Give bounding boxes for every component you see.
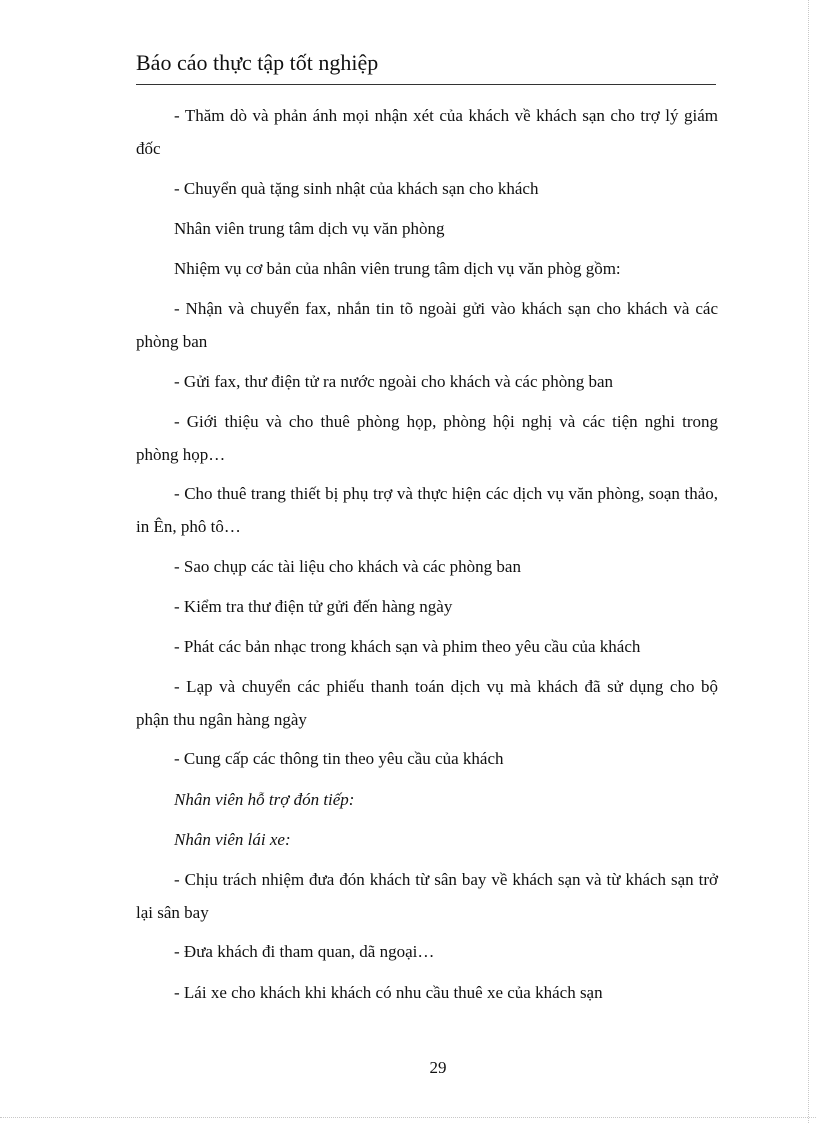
paragraph: - Sao chụp các tài liệu cho khách và các phòng ban <box>174 557 521 576</box>
paragraph: - Nhận và chuyển fax, nhắn tin tõ ngoài gửi vào khách sạn cho khách và các phòng ban <box>136 299 718 351</box>
page-edge-bottom <box>0 1117 816 1118</box>
paragraph: - Giới thiệu và cho thuê phòng họp, phòng hội nghị và các tiện nghi trong phòng họp… <box>136 412 718 464</box>
paragraph: - Lái xe cho khách khi khách có nhu cầu thuê xe của khách sạn <box>174 983 603 1002</box>
page-number: 29 <box>429 1058 447 1077</box>
paragraph: Nhân viên trung tâm dịch vụ văn phòng <box>174 219 445 238</box>
paragraph: - Phát các bản nhạc trong khách sạn và phim theo yêu cầu của khách <box>174 637 641 656</box>
paragraph: - Chịu trách nhiệm đưa đón khách từ sân bay về khách sạn và từ khách sạn trở lại sân bay <box>136 870 718 922</box>
page-edge-right <box>808 0 809 1123</box>
paragraph: - Thăm dò và phản ánh mọi nhận xét của khách về khách sạn cho trợ lý giám đốc <box>136 106 718 158</box>
paragraph: - Kiểm tra thư điện tử gửi đến hàng ngày <box>174 597 453 616</box>
subheading: Nhân viên hỗ trợ đón tiếp: <box>174 790 355 809</box>
header-title: Báo cáo thực tập tốt nghiệp <box>136 50 379 75</box>
subheading: Nhân viên lái xe: <box>174 830 291 849</box>
paragraph: - Cho thuê trang thiết bị phụ trợ và thực hiện các dịch vụ văn phòng, soạn thảo, in Ên, phô tô… <box>136 484 718 536</box>
paragraph: - Lạp và chuyển các phiếu thanh toán dịch vụ mà khách đã sử dụng cho bộ phận thu ngân hàng ngày <box>136 677 718 729</box>
page-header <box>136 50 716 85</box>
paragraph: - Gửi fax, thư điện tử ra nước ngoài cho khách và các phòng ban <box>174 372 614 391</box>
paragraph: - Đưa khách đi tham quan, dã ngoại… <box>174 942 435 961</box>
paragraph: - Chuyển quà tặng sinh nhật của khách sạn cho khách <box>174 179 539 198</box>
paragraph: Nhiệm vụ cơ bản của nhân viên trung tâm dịch vụ văn phòg gồm: <box>174 259 621 278</box>
paragraph: - Cung cấp các thông tin theo yêu cầu của khách <box>174 749 504 768</box>
